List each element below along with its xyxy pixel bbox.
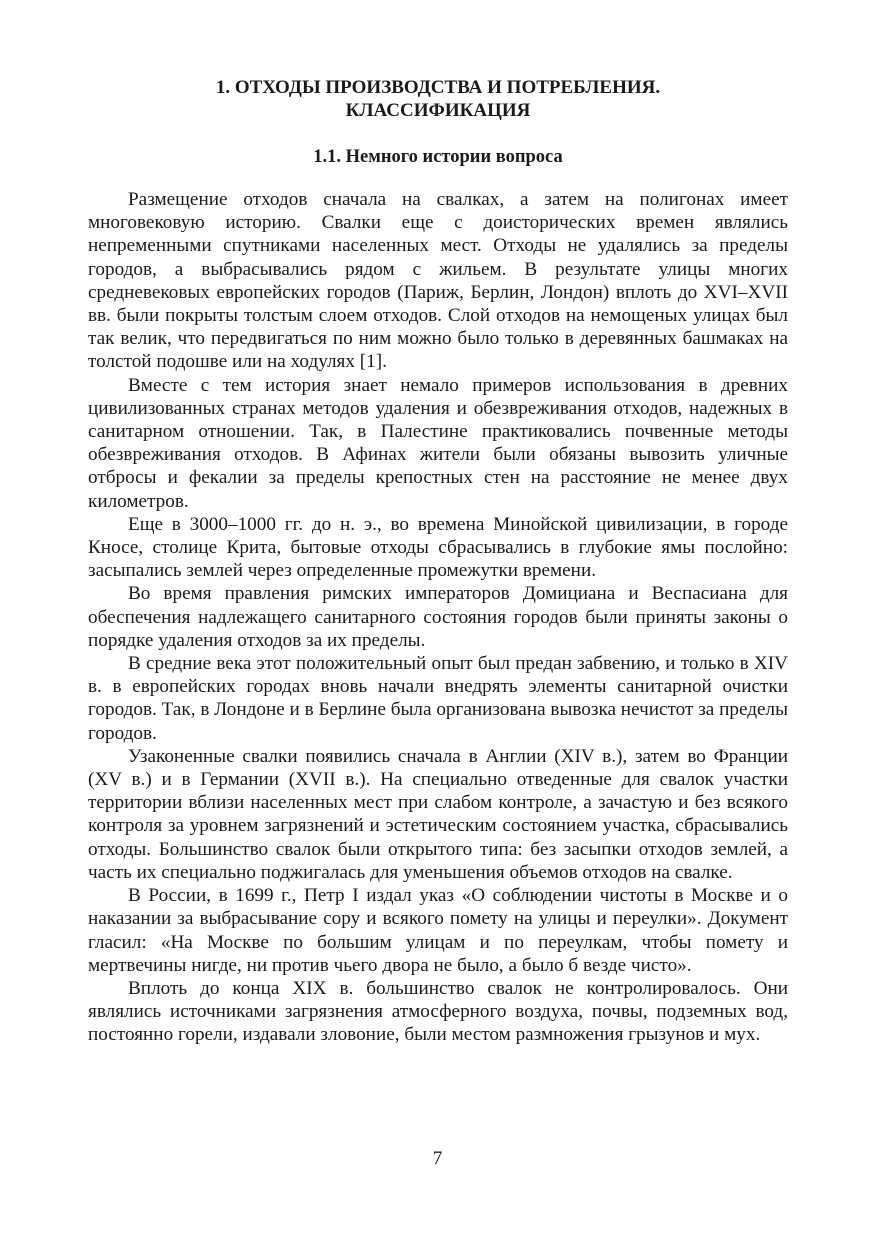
paragraph: Узаконенные свалки появились сначала в Англии (XIV в.), затем во Франции (XV в.) и в Германии (XVII в.). На специально отведенные для свалок участки территории вблизи населенных мест при слабом контроле, а зачастую и без всякого контроля за уровнем загрязнений и эстетическим состоянием участка, сбрасывались отходы. Большинство свалок были открытого типа: без засыпки отходов землей, а часть их специально поджигалась для уменьшения объемов отходов на свалке. [88,745,788,883]
section-title: 1.1. Немного истории вопроса [313,147,563,167]
chapter-title [88,76,788,122]
paragraph: Еще в 3000–1000 гг. до н. э., во времена Минойской цивилизации, в городе Кносе, столице Крита, бытовые отходы сбрасывались в глубокие ямы послойно: засыпались землей через определенные промежутки времени. [88,513,788,582]
body-text [88,188,788,1047]
chapter-title-line-2: КЛАССИФИКАЦИЯ [345,100,531,121]
paragraph: Во время правления римских императоров Домициана и Веспасиана для обеспечения надлежащего санитарного состояния городов были приняты законы о порядке удаления отходов за их пределы. [88,583,788,651]
paragraph: Вместе с тем история знает немало примеров использования в древних цивилизованных странах методов удаления и обезвреживания отходов, надежных в санитарном отношении. Так, в Палестине практиковались почвенные методы обезвреживания отходов. В Афинах жители были обязаны вывозить уличные отбросы и фекалии за пределы крепостных стен на расстояние не менее двух километров. [88,374,788,512]
chapter-title-line-1: 1. ОТХОДЫ ПРОИЗВОДСТВА И ПОТРЕБЛЕНИЯ. [215,77,661,98]
page-number: 7 [432,1148,443,1169]
paragraph: Вплоть до конца XIX в. большинство свалок не контролировалось. Они являлись источниками загрязнения атмосферного воздуха, почвы, подземных вод, постоянно горели, издавали зловоние, были местом размножения грызунов и мух. [88,977,788,1046]
paragraph: В России, в 1699 г., Петр I издал указ «О соблюдении чистоты в Москве и о наказании за выбрасывание сору и всякого помету на улицы и переулки». Документ гласил: «На Москве по большим улицам и по переулкам, чтобы помету и мертвечины нигде, ни против чьего двора не было, а было б везде чисто». [88,885,788,976]
paragraph: Размещение отходов сначала на свалках, а затем на полигонах имеет многовековую историю. Свалки еще с доисторических времен являлись непременными спутниками населенных мест. Отходы не удалялись за пределы городов, а выбрасывались рядом с жильем. В результате улицы многих средневековых европейских городов (Париж, Берлин, Лондон) вплоть до XVI–XVII вв. были покрыты толстым слоем отходов. Слой отходов на немощеных улицах был так велик, что передвигаться по ним можно было только в деревянных башмаках на толстой подошве или на ходулях [1]. [88,189,788,373]
paragraph: В средние века этот положительный опыт был предан забвению, и только в XIV в. в европейских городах вновь начали внедрять элементы санитарной очистки городов. Так, в Лондоне и в Берлине была организована вывозка нечистот за пределы городов. [88,653,788,744]
